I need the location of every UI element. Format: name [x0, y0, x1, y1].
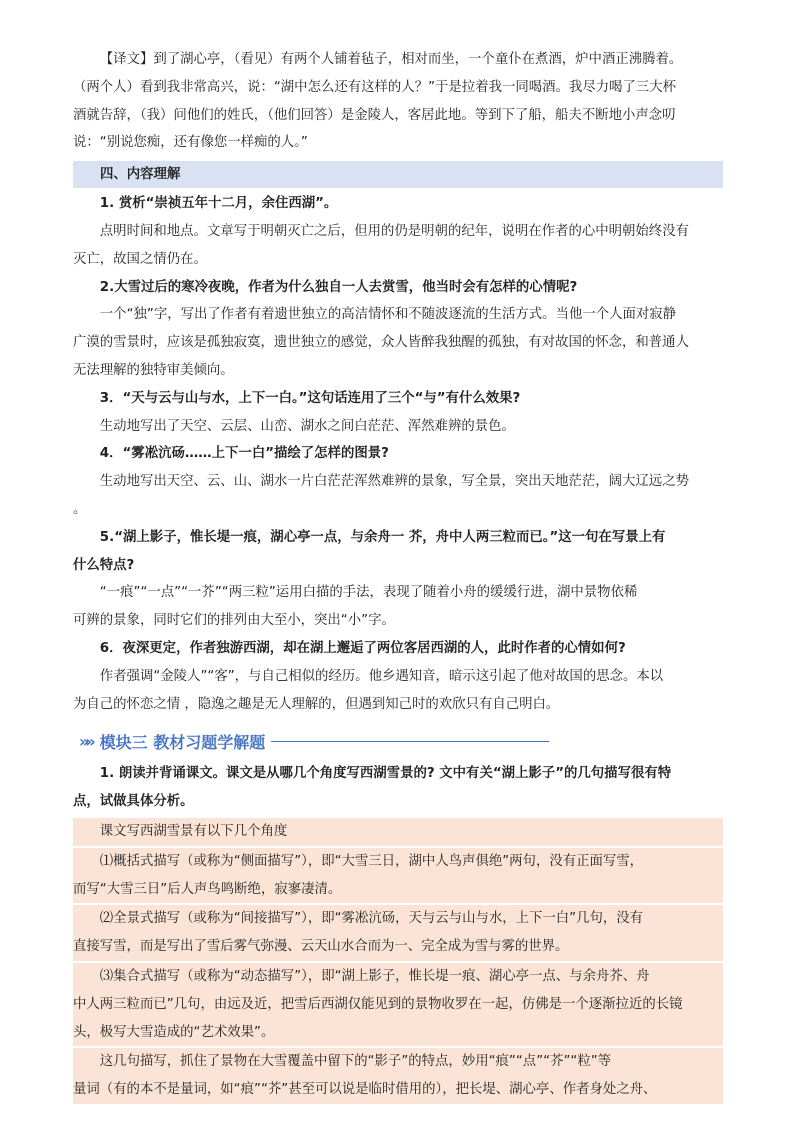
answer-intro: 课文写西湖雪景有以下几个角度: [73, 818, 723, 846]
question-5-line-1: 5.“湖上影子，惟长堤一痕，湖心亭一点，与余舟一 芥，舟中人两三粒而已。”这一句在写景上有: [99, 529, 666, 545]
module-3-title: 模块三 教材习题学解题: [99, 732, 266, 752]
answer-4-line-2: 。: [73, 501, 87, 517]
exercise-answer-block: [73, 818, 723, 1104]
exercise-1-line-2: 点，试做具体分析。: [73, 794, 194, 810]
document-page: [73, 46, 723, 1104]
answer-point-3-line-1: ⑶集合式描写（或称为“动态描写”），即“湖上影子，惟长堤一痕、湖心亭一点、与余舟芥、舟: [73, 963, 723, 991]
answer-1-line-2: 灭亡，故国之情仍在。: [73, 251, 207, 267]
question-1: 1. 赏析“崇祯五年十二月，余住西湖”。: [99, 196, 338, 212]
question-2: 2.大雪过后的寒冷夜晚，作者为什么独自一人去赏雪，他当时会有怎样的心情呢?: [99, 279, 578, 295]
translation-line-4: 说：“别说您痴，还有像您一样痴的人。”: [73, 135, 308, 151]
double-chevron-icon: »»: [79, 731, 92, 751]
section-heading-content-understanding: 四、内容理解: [73, 161, 723, 188]
answer-point-2-line-1: ⑵全景式描写（或称为“间接描写”），即“雾凇沆砀，天与云与山与水，上下一白”几句，没有: [73, 905, 723, 933]
answer-2-line-2: 广漠的雪景时，应该是孤独寂寞，遗世独立的感觉，众人皆醉我独醒的孤独，有对故国的怀念，和普通人: [73, 335, 689, 351]
translation-line-2: （两个人）看到我非常高兴，说：“湖中怎么还有这样的人？”于是拉着我一同喝酒。我尽力喝了三大杯: [73, 79, 677, 95]
answer-point-2-line-2: 直接写雪，而是写出了雪后雾气弥漫、云天山水合而为一、完全成为雪与雾的世界。: [73, 933, 723, 961]
answer-point-3-line-3: 头，极写大雪造成的“艺术效果”。: [73, 1019, 723, 1047]
heading-divider: [271, 741, 549, 742]
answer-6-line-1: 作者强调“金陵人”“客”，与自己相似的经历。他乡遇知音，暗示这引起了他对故国的思念。本以: [99, 668, 664, 684]
answer-point-1-line-2: 而写“大雪三日”后人声鸟鸣断绝，寂寥凄清。: [73, 876, 723, 904]
answer-5-line-1: “一痕”“一点”“一芥”“两三粒”运用白描的手法，表现了随着小舟的缓缓行进，湖中景物依稀: [99, 585, 638, 601]
question-6: 6．夜深更定，作者独游西湖，却在湖上邂逅了两位客居西湖的人，此时作者的心情如何?: [99, 640, 626, 656]
translation-label: 【译文】: [99, 52, 154, 67]
answer-point-4-line-1: 这几句描写，抓住了景物在大雪覆盖中留下的“影子”的特点，妙用“痕”“点”“芥”“粒”等: [73, 1048, 723, 1076]
answer-2-line-1: 一个“独”字，写出了作者有着遗世独立的高洁情怀和不随波逐流的生活方式。当他一个人面对寂静: [99, 307, 677, 323]
answer-4-line-1: 生动地写出天空、云、山、湖水一片白茫茫浑然难辨的景象，写全景，突出天地茫茫，阔大辽远之势: [99, 474, 689, 490]
module-3-heading: [79, 724, 723, 758]
answer-6-line-2: 为自己的怀恋之情 ，隐逸之趣是无人理解的，但遇到知己时的欢欣只有自己明白。: [73, 696, 560, 712]
answer-1-line-1: 点明时间和地点。文章写于明朝灭亡之后，但用的仍是明朝的纪年，说明在作者的心中明朝始终没有: [99, 223, 689, 239]
question-4: 4．“雾凇沆砀……上下一白”描绘了怎样的图景?: [99, 446, 389, 462]
translation-line-1: 【译文】到了湖心亭，（看见）有两个人铺着毡子，相对而坐，一个童仆在煮酒，炉中酒正沸腾着。: [99, 52, 683, 67]
question-5-line-2: 什么特点?: [73, 557, 135, 573]
answer-point-3-line-2: 中人两三粒而已”几句，由远及近，把雪后西湖仅能见到的景物收罗在一起，仿佛是一个逐渐拉近的长镜: [73, 991, 723, 1019]
exercise-1-line-1: 1. 朗读并背诵课文。课文是从哪几个角度写西湖雪景的? 文中有关“湖上影子”的几句描写很有特: [99, 766, 672, 782]
answer-point-4-line-2: 量词（有的本不是量词，如“痕”“芥”甚至可以说是临时借用的），把长堤、湖心亭、作者身处之舟、: [73, 1076, 723, 1104]
translation-line-3: 酒就告辞，（我）问他们的姓氏，（他们回答）是金陵人，客居此地。等到下了船，船夫不断地小声念叨: [73, 107, 676, 123]
answer-point-1-line-1: ⑴概括式描写（或称为“侧面描写”），即“大雪三日，湖中人鸟声俱绝”两句，没有正面写雪，: [73, 848, 723, 876]
answer-2-line-3: 无法理解的独特审美倾向。: [73, 362, 234, 378]
answer-3-line-1: 生动地写出了天空、云层、山峦、湖水之间白茫茫、浑然难辨的景色。: [99, 418, 515, 434]
answer-5-line-2: 可辨的景象，同时它们的排列由大至小，突出“小”字。: [73, 613, 395, 629]
question-3: 3．“天与云与山与水，上下一白。”这句话连用了三个“与”有什么效果?: [99, 390, 521, 406]
